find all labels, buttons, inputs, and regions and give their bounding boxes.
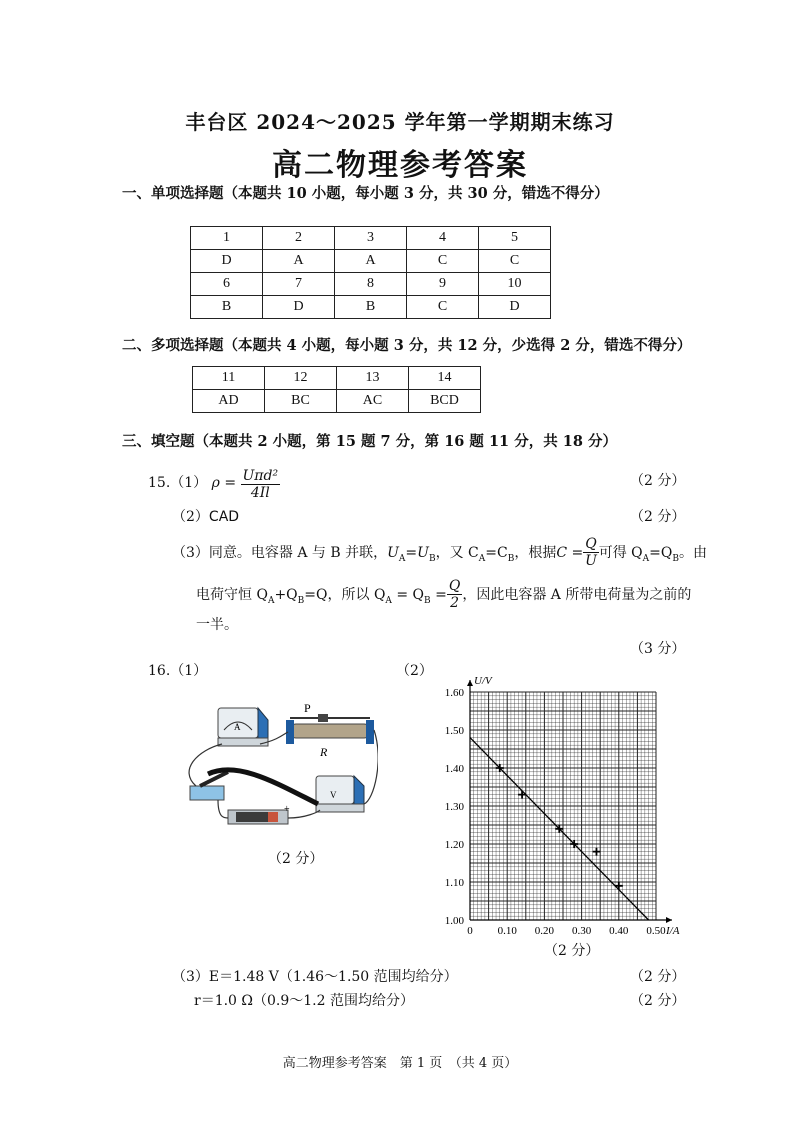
table-cell: 10	[479, 273, 551, 296]
circuit-diagram	[178, 700, 378, 840]
page-footer: 高二物理参考答案 第 1 页 （共 4 页）	[282, 1056, 518, 1071]
text-seg: B	[297, 595, 305, 606]
text-seg: ，根据	[514, 545, 557, 561]
y-tick-label: 1.00	[444, 915, 464, 927]
text-seg: 电荷守恒 Q	[196, 587, 268, 603]
rheostat-label: R	[320, 745, 328, 759]
table-cell: B	[191, 296, 263, 319]
fraction-numerator: Q	[585, 536, 597, 552]
q15-part1	[148, 468, 280, 501]
graph-score: （2 分）	[544, 943, 600, 959]
table-cell: A	[263, 250, 335, 273]
single-choice-table	[190, 226, 551, 319]
data-point	[518, 791, 526, 799]
fraction-numerator: Q	[448, 578, 461, 594]
text-seg: A	[478, 553, 486, 564]
x-axis-arrow	[666, 917, 672, 923]
table-cell: 14	[409, 367, 481, 390]
table-cell: C	[407, 250, 479, 273]
table-cell: B	[335, 296, 407, 319]
q15-p2-answer: CAD	[208, 509, 240, 525]
table-cell: 1	[191, 227, 263, 250]
q16-E-score: （2 分）	[630, 969, 686, 985]
table-row	[191, 296, 551, 319]
table-cell: 8	[335, 273, 407, 296]
half-charge-fraction	[447, 578, 462, 611]
table-cell: BC	[265, 390, 337, 413]
table-cell: D	[479, 296, 551, 319]
text-seg: U	[387, 545, 399, 561]
text-seg: =U	[405, 545, 429, 561]
text-seg: =Q	[649, 545, 673, 561]
voltmeter-icon	[316, 776, 364, 812]
x-tick-label: 0.40	[609, 925, 629, 937]
fraction-numerator: Uπd²	[242, 468, 279, 484]
table-cell: C	[407, 296, 479, 319]
x-tick-label: 0.50	[646, 925, 666, 937]
q16-part3-E: （3）E＝1.48 V（1.46～1.50 范围均给分）	[172, 969, 458, 985]
y-tick-label: 1.60	[444, 687, 464, 699]
text-seg: B	[428, 553, 436, 564]
ammeter-icon	[218, 708, 268, 746]
table-row	[191, 250, 551, 273]
q16-r-score: （2 分）	[630, 993, 686, 1009]
table-cell: 11	[193, 367, 265, 390]
equals-sign: =	[224, 475, 237, 491]
q15-p2-label: （2）	[172, 509, 209, 525]
table-cell: BCD	[409, 390, 481, 413]
text-seg: +Q	[274, 587, 298, 603]
text-seg: 。由	[679, 545, 707, 561]
fraction-denominator: 2	[450, 595, 460, 611]
text-seg: B	[672, 553, 679, 564]
y-tick-label: 1.50	[444, 725, 464, 737]
q16-p2-label: （2）	[396, 663, 433, 679]
table-row	[193, 367, 481, 390]
table-cell: AD	[193, 390, 265, 413]
multi-choice-table	[192, 366, 481, 413]
y-axis-arrow	[467, 680, 473, 686]
graph-grid	[470, 692, 656, 920]
x-axis-label: I/A	[666, 925, 680, 937]
text-seg: C =	[556, 545, 584, 561]
table-row	[193, 390, 481, 413]
table-cell: 5	[479, 227, 551, 250]
capacitance-fraction	[583, 536, 598, 569]
answer-key-title: 高二物理参考答案	[272, 148, 528, 183]
fraction-denominator: 4Il	[250, 485, 270, 501]
table-row	[191, 273, 551, 296]
table-cell: 3	[335, 227, 407, 250]
x-tick-label: 0.20	[534, 925, 555, 937]
y-tick-label: 1.20	[444, 839, 464, 851]
y-tick-label: 1.10	[444, 877, 464, 889]
table-row	[191, 227, 551, 250]
q15-score2: （2 分）	[630, 509, 686, 525]
table-cell: D	[263, 296, 335, 319]
table-cell: C	[479, 250, 551, 273]
table-cell: D	[191, 250, 263, 273]
text-seg: =	[430, 587, 447, 603]
text-seg: =C	[485, 545, 508, 561]
section1-heading: 一、单项选择题（本题共 10 小题，每小题 3 分，共 30 分，错选不得分）	[122, 185, 609, 202]
text-seg: A	[642, 553, 650, 564]
x-tick-label: 0.10	[497, 925, 517, 937]
voltmeter-label: V	[330, 790, 337, 800]
text-seg: B	[424, 595, 431, 606]
slider-label: P	[304, 701, 311, 715]
resistivity-fraction	[241, 468, 281, 501]
data-point	[615, 882, 623, 890]
table-cell: 7	[263, 273, 335, 296]
circuit-score: （2 分）	[268, 851, 324, 867]
text-seg: A	[267, 595, 275, 606]
table-cell: 12	[265, 367, 337, 390]
battery-plus-label: +	[284, 804, 290, 815]
table-cell: 2	[263, 227, 335, 250]
table-cell: 6	[191, 273, 263, 296]
table-cell: 4	[407, 227, 479, 250]
section3-heading: 三、填空题（本题共 2 小题，第 15 题 7 分，第 16 题 11 分，共 18 分）	[122, 433, 617, 450]
table-cell: A	[335, 250, 407, 273]
q15-part3-line3: 一半。	[196, 617, 238, 633]
text-seg: = Q	[391, 587, 425, 603]
x-tick-label: 0.30	[571, 925, 592, 937]
text-seg: A	[398, 553, 406, 564]
text-seg: A	[385, 595, 392, 606]
text-seg: ，又 C	[435, 545, 479, 561]
exam-title: 丰台区 2024～2025 学年第一学期期末练习	[185, 110, 615, 134]
ui-graph	[432, 672, 702, 942]
rheostat-icon	[286, 701, 374, 759]
table-cell: AC	[337, 390, 409, 413]
q15-label: 15.（1）	[148, 475, 208, 491]
y-axis-label: U/V	[474, 675, 492, 687]
q15-score1: （2 分）	[630, 473, 686, 489]
y-tick-label: 1.40	[444, 763, 464, 775]
ammeter-label: A	[234, 722, 241, 732]
data-point	[592, 848, 600, 856]
q16-part3-r: r＝1.0 Ω（0.9～1.2 范围均给分）	[194, 993, 414, 1009]
q15-part3-line1	[172, 536, 707, 569]
q15-part2	[172, 506, 239, 526]
table-cell: 9	[407, 273, 479, 296]
x-tick-label: 0	[467, 925, 473, 937]
battery-icon	[228, 804, 290, 824]
text-seg: =Q，所以 Q	[304, 587, 386, 603]
text-seg: （3）同意。电容器 A 与 B 并联，	[172, 545, 388, 561]
text-seg: B	[507, 553, 515, 564]
table-cell: 13	[337, 367, 409, 390]
section2-heading: 二、多项选择题（本题共 4 小题，每小题 3 分，共 12 分，少选得 2 分，错选不得分）	[122, 337, 692, 354]
text-seg: ，因此电容器 A 所带电荷量为之前的	[462, 587, 692, 603]
rho-symbol: ρ	[211, 475, 220, 491]
text-seg: 可得 Q	[598, 545, 643, 561]
q15-part3-line2	[196, 578, 691, 611]
q15-score3: （3 分）	[630, 641, 686, 657]
q16-label: 16.（1）	[148, 663, 208, 679]
y-tick-label: 1.30	[444, 801, 464, 813]
fraction-denominator: U	[585, 553, 597, 569]
